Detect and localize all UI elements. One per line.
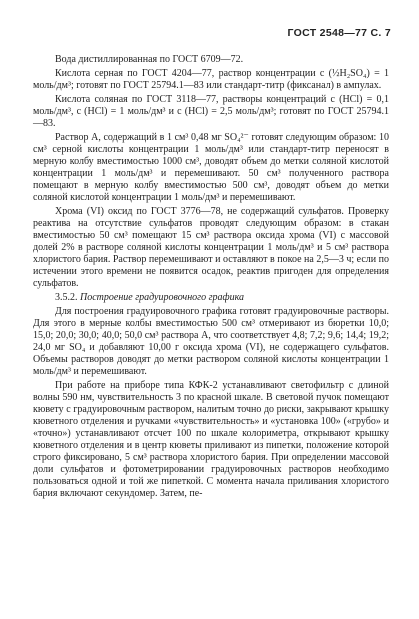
paragraph-sulfuric-acid: Кислота серная по ГОСТ 4204—77, раствор концентрации c (½H₂SO₄) = 1 моль/дм³; готовят по ГОСТ 25794.1—83 или стандарт-титр (фиксанал) в ампулах.: [33, 68, 389, 91]
section-number: 3.5.2.: [55, 292, 78, 303]
paragraph-calibration-solutions: Для построения градуировочного графика готовят градуировочные растворы. Для этого в мерные колбы вместимостью 500 см³ отмеривают из бюретки 10,0; 15,0; 20,0; 30,0; 40,0; 50,0 см³ раствора А, что соответствует 4,8; 7,2; 9,6; 14,4; 19,2; 24,0 мг SO₄ и добавляют 10,00 г оксида хрома (VI), не содержащего сульфатов. Объемы растворов доводят до метки раствором соляной кислоты концентрации 1 моль/дм³ и перемешивают.: [33, 306, 389, 377]
page-header: ГОСТ 2548—77 С. 7: [287, 27, 391, 39]
paragraph-kfk2-procedure: При работе на приборе типа КФК-2 устанавливают светофильтр с длиной волны 590 нм, чувствительность 3 по красной шкале. В световой пучок помещают кювету с градуировочным раствором, налитым точно до риски, закрывают крышку кюветного отделения и ручками «чувствительность» и «установка 100» («грубо» и «точно») устанавливают отсчет 100 по шкале колориметра, открывают крышку кюветного отделения и в центр кюветы приливают из пипетки, положение которой строго фиксировано, 5 см³ раствора хлористого бария. При определении массовой доли сульфатов и фотометрировании градуировочных растворов необходимо пользоваться одной и той же пипеткой. С момента начала приливания хлористого бария включают секундомер. Затем, пе-: [33, 380, 389, 499]
document-body: [33, 54, 389, 502]
paragraph-water: Вода дистиллированная по ГОСТ 6709—72.: [55, 54, 244, 65]
paragraph-chromium-oxide: Хрома (VI) оксид по ГОСТ 3776—78, не содержащий сульфатов. Проверку реактива на отсутствие сульфатов проводят следующим образом: в стакан вместимостью 50 см³ помещают 15 см³ раствора оксида хрома (VI) с массовой долей 2% в растворе соляной кислоты концентрации 1 моль/дм³ и 5 см³ раствора хлористого бария. Раствор перемешивают и оставляют в покое на 2,5—3 ч; если по истечении этого времени не появится осадок, реактив пригоден для определения сульфатов.: [33, 206, 389, 289]
section-title: Построение градуировочного графика: [80, 292, 244, 303]
section-heading: [33, 292, 389, 304]
paragraph-hydrochloric-acid: Кислота соляная по ГОСТ 3118—77, растворы концентраций c (HCl) = 0,1 моль/дм³, c (HCl) = 1 моль/дм³ и c (HCl) = 2,5 моль/дм³; готовят по ГОСТ 25794.1—83.: [33, 94, 389, 129]
paragraph-solution-a: Раствор А, содержащий в 1 см³ 0,48 мг SO₄²⁻ готовят следующим образом: 10 см³ серной кислоты концентрации 1 моль/дм³ или стандарт-титр переносят в мерную колбу вместимостью 1000 см³, доводят объем до метки соляной кислотой концентрации 1 моль/дм³ и перемешивают. 50 см³ полученного раствора помещают в мерную колбу вместимостью 500 см³, доводят объем до метки соляной кислотой концентрации 1 моль/дм³ и перемешивают.: [33, 132, 389, 203]
